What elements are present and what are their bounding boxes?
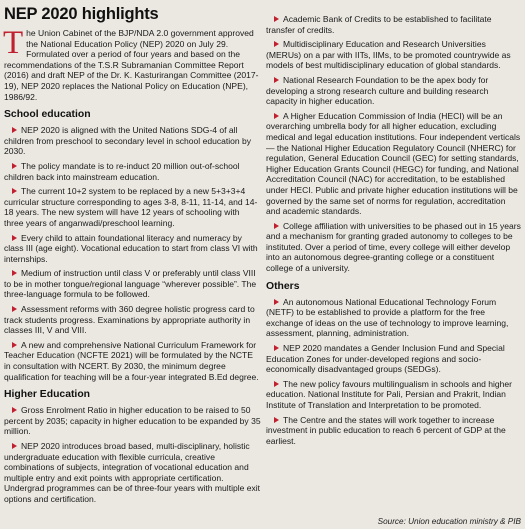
- list-item-text: A Higher Education Commission of India (HECI) will be an overarching umbrella body for all higher education, excluding medical and legal education institutions. Four independent verticals — the National Higher Education Regulatory Council (NHERC) for regulation, General Education Council (GEC) for setting standards, Higher Education Grants Council (HEGC) for funding, and National Accreditation Council (NAC) for accreditation, to be established under HECI. Public and private higher education institutions will be governed by the same set of norms for regulation, accreditation and academic standards.: [266, 110, 521, 217]
- list-item-text: National Research Foundation to be the apex body for developing a strong research culture and building research capacity in higher education.: [266, 74, 489, 107]
- list-item-text: The policy mandate is to re-induct 20 million out-of-school children back into mainstream education.: [4, 160, 240, 182]
- bullet-icon: [274, 417, 279, 423]
- list-item: [266, 75, 521, 107]
- list-item: [4, 233, 261, 265]
- bullet-icon: [12, 342, 17, 348]
- list-item-text: NEP 2020 introduces broad based, multi-disciplinary, holistic undergraduate education with flexible curricula, creative combinations of subjects, integration of vocational education and multiple entry and exit points with appropriate certification. Undergrad programmes can be of three-four years with multiple exit options and certification.: [4, 441, 261, 504]
- list-item: [4, 304, 261, 336]
- list-item: [4, 340, 261, 382]
- list-item: [266, 221, 521, 274]
- list-item-text: Multidisciplinary Education and Research Universities (MERUs) on a par with IITs, IIMs, to be promoted countrywide as models of best multidisciplinary education of global standards.: [266, 39, 511, 71]
- school-education-heading: School education: [4, 109, 91, 121]
- list-item-text: Medium of instruction until class V or preferably until class VIII to be in mother tongue/regional language “wherever possible”. The three-language formula to be followed.: [4, 268, 257, 300]
- bullet-icon: [274, 77, 279, 83]
- list-item: [266, 379, 521, 411]
- list-item: [266, 297, 521, 339]
- page-title: NEP 2020 highlights: [4, 5, 159, 23]
- list-item-text: Assessment reforms with 360 degree holistic progress card to track students progress. Examinations by appropriate authority in classes III, V and VIII.: [4, 304, 255, 336]
- list-item: [266, 111, 521, 217]
- list-item-text: An autonomous National Educational Technology Forum (NETF) to be established to provide a platform for the free exchange of ideas on the use of technology to improve learning, assessment, planning, administration.: [266, 296, 509, 339]
- list-item-text: The new policy favours multilingualism in schools and higher education. National Institute for Pali, Persian and Prakrit, Indian Institute of Translation and Interpretation to be promoted.: [266, 378, 512, 410]
- list-item: [4, 186, 261, 228]
- list-item-text: NEP 2020 mandates a Gender Inclusion Fund and Special Education Zones for under-developed regions and socio-economically disadvantaged groups (SEDGs).: [266, 343, 505, 375]
- left-column: [4, 0, 261, 509]
- bullet-icon: [12, 407, 17, 413]
- bullet-icon: [12, 188, 17, 194]
- higher-education-list-continued: [266, 14, 521, 274]
- list-item-text: Every child to attain foundational literacy and numeracy by class III (age eight). Vocational education to start from class VI with internships.: [4, 232, 258, 264]
- higher-education-list: [4, 405, 261, 504]
- higher-education-heading: Higher Education: [4, 389, 91, 401]
- list-item: [4, 268, 261, 300]
- list-item-text: College affiliation with universities to be phased out in 15 years and a mechanism for granting graded autonomy to colleges to be instituted. Over a period of time, every college will either develop into an autonomous degree-granting college or a constituent college of a university.: [266, 220, 521, 274]
- bullet-icon: [12, 443, 17, 449]
- bullet-icon: [12, 270, 17, 276]
- bullet-icon: [274, 41, 279, 47]
- list-item: [266, 343, 521, 375]
- list-item: [4, 161, 261, 182]
- bullet-icon: [274, 16, 279, 22]
- list-item: [266, 14, 521, 35]
- bullet-icon: [12, 127, 17, 133]
- others-list: [266, 297, 521, 447]
- right-column: [266, 0, 521, 450]
- bullet-icon: [274, 113, 279, 119]
- list-item-text: Academic Bank of Credits to be established to facilitate transfer of credits.: [266, 14, 492, 35]
- source-credit: Source: Union education ministry & PIB: [377, 517, 521, 526]
- list-item: [4, 441, 261, 505]
- list-item: [266, 415, 521, 447]
- others-heading: Others: [266, 280, 300, 292]
- list-item: [4, 405, 261, 437]
- bullet-icon: [12, 163, 17, 169]
- school-education-list: [4, 125, 261, 382]
- bullet-icon: [274, 223, 279, 229]
- drop-cap: T: [3, 25, 24, 61]
- list-item-text: A new and comprehensive National Curriculum Framework for Teacher Education (NCFTE 2021) will be formulated by the NCTE in consultation with NCERT. By 2030, the minimum degree qualification for teaching will be a four-year integrated B.Ed degree.: [4, 339, 259, 382]
- list-item-text: NEP 2020 is aligned with the United Nations SDG-4 of all children from preschool to secondary level in school education by 2030.: [4, 125, 252, 157]
- bullet-icon: [12, 306, 17, 312]
- bullet-icon: [274, 345, 279, 351]
- list-item-text: Gross Enrolment Ratio in higher education to be raised to 50 percent by 2035; capacity in higher education to be expanded by 35 million.: [4, 405, 261, 437]
- list-item-text: The Centre and the states will work together to increase investment in public education to reach 6 percent of GDP at the earliest.: [266, 414, 506, 446]
- list-item-text: The current 10+2 system to be replaced by a new 5+3+3+4 curricular structure corresponding to ages 3-8, 8-11, 11-14, and 14-18 years. The new system will have 12 years of schooling with three years of anganwadi/preschool learning.: [4, 186, 258, 228]
- bullet-icon: [274, 381, 279, 387]
- intro-paragraph: [3, 25, 261, 102]
- list-item: [266, 39, 521, 71]
- bullet-icon: [274, 299, 279, 305]
- bullet-icon: [12, 235, 17, 241]
- list-item: [4, 125, 261, 157]
- intro-text: he Union Cabinet of the BJP/NDA 2.0 government approved the National Education Policy (NEP) 2020 on July 29. Formulated over a period of four years and based on the recommendations of the T.S.R Subramanian Committee Report (2016) and draft NEP of the Dr. K. Kasturirangan Committee (2017-19), NEP 2020 replaces the National Policy on Education (NPE), 1986/92.: [4, 28, 259, 102]
